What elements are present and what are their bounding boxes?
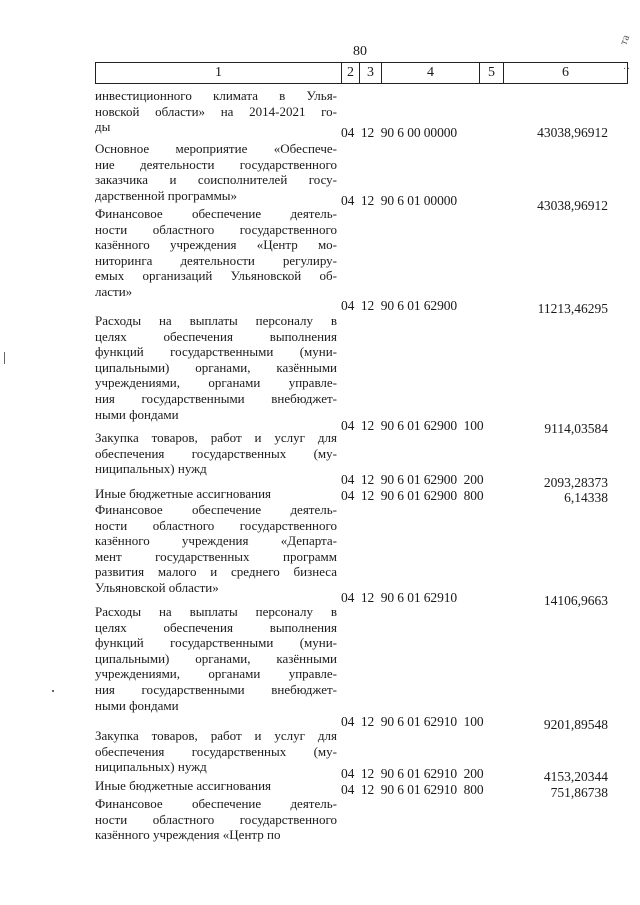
description-line: казённого учреждения «Центр мо- — [95, 237, 337, 253]
budget-classification-code: 04 12 90 6 01 62900 800 — [341, 488, 484, 503]
description-line: функций государственными (муни- — [95, 344, 337, 360]
amount-value: 43038,96912 — [537, 198, 608, 213]
description-line: ности областного государственного — [95, 811, 337, 827]
amount-value: 751,86738 — [550, 785, 608, 800]
description-line: Закупка товаров, работ и услуг для — [95, 430, 337, 445]
description-line: Иные бюджетные ассигнования — [95, 486, 272, 501]
description-line: ние деятельности государственного — [95, 156, 337, 172]
description-line: мент государственных программ — [95, 548, 337, 564]
row-description — [95, 796, 337, 843]
description-line: обеспечения государственных (му- — [95, 445, 337, 461]
description-line: ности областного государственного — [95, 221, 337, 237]
row-description — [95, 141, 337, 203]
description-line: ниторинга деятельности регулиру- — [95, 252, 337, 268]
amount-value: 6,14338 — [564, 490, 608, 505]
row-description — [95, 313, 337, 422]
amount-value: 2093,28373 — [543, 475, 608, 490]
description-line: Иные бюджетные ассигнования — [95, 778, 272, 793]
description-line: ды — [95, 119, 111, 135]
budget-classification-code: 04 12 90 6 01 62900 100 — [341, 418, 484, 433]
description-line: Основное мероприятие «Обеспече- — [95, 141, 337, 156]
scan-mark-left — [4, 352, 5, 364]
row-description — [95, 502, 337, 596]
margin-mark: та — [617, 33, 633, 47]
amount-value: 4153,20344 — [543, 769, 608, 784]
description-line: ния государственными внебюджет- — [95, 390, 337, 406]
row-description — [95, 778, 337, 794]
description-line: Ульяновской области» — [95, 579, 219, 595]
scan-speck — [52, 690, 54, 692]
page-number: 80 — [353, 44, 367, 59]
description-line: ципальными) органами, казёнными — [95, 650, 337, 666]
budget-classification-code: 04 12 90 6 01 62900 200 — [341, 472, 484, 487]
description-line: ными фондами — [95, 697, 179, 713]
budget-classification-code: 04 12 90 6 00 00000 — [341, 125, 458, 140]
row-description — [95, 430, 337, 477]
row-description — [95, 604, 337, 713]
budget-classification-code: 04 12 90 6 01 00000 — [341, 193, 458, 208]
column-header-4: 4 — [381, 63, 479, 83]
description-line: целях обеспечения выполнения — [95, 328, 337, 344]
description-line: ности областного государственного — [95, 517, 337, 533]
description-line: целях обеспечения выполнения — [95, 619, 337, 635]
budget-classification-code: 04 12 90 6 01 62900 — [341, 298, 458, 313]
table-header — [95, 62, 628, 84]
description-line: ласти» — [95, 283, 133, 299]
column-header-6: 6 — [503, 63, 627, 83]
description-line: инвестиционного климата в Улья- — [95, 88, 337, 103]
description-line: учреждениями, органами управле- — [95, 375, 337, 391]
scan-mark-dots: · · — [623, 64, 630, 75]
description-line: Финансовое обеспечение деятель- — [95, 796, 337, 811]
description-line: ниципальных) нужд — [95, 461, 207, 477]
row-description — [95, 486, 337, 502]
description-line: Закупка товаров, работ и услуг для — [95, 728, 337, 743]
description-line: Финансовое обеспечение деятель- — [95, 502, 337, 517]
description-line: заказчика и соисполнителей госу- — [95, 172, 337, 188]
description-line: Финансовое обеспечение деятель- — [95, 206, 337, 221]
description-line: казённого учреждения «Центр по — [95, 827, 281, 843]
amount-value: 9201,89548 — [543, 717, 608, 732]
column-header-5: 5 — [479, 63, 503, 83]
description-line: ными фондами — [95, 406, 179, 422]
column-header-3: 3 — [359, 63, 381, 83]
description-line: учреждениями, органами управле- — [95, 666, 337, 682]
row-description — [95, 88, 337, 135]
column-header-1: 1 — [215, 65, 222, 80]
description-line: Расходы на выплаты персоналу в — [95, 313, 337, 328]
row-description — [95, 206, 337, 300]
budget-classification-code: 04 12 90 6 01 62910 200 — [341, 766, 484, 781]
description-line: функций государственными (муни- — [95, 635, 337, 651]
description-line: казённого учреждения «Департа- — [95, 533, 337, 549]
row-description — [95, 728, 337, 775]
description-line: новской области» на 2014-2021 го- — [95, 103, 337, 119]
amount-value: 9114,03584 — [544, 421, 608, 436]
budget-classification-code: 04 12 90 6 01 62910 800 — [341, 782, 484, 797]
description-line: дарственной программы» — [95, 187, 238, 203]
column-header-2: 2 — [341, 63, 359, 83]
description-line: Расходы на выплаты персоналу в — [95, 604, 337, 619]
amount-value: 11213,46295 — [537, 301, 608, 316]
description-line: ниципальных) нужд — [95, 759, 207, 775]
amount-value: 43038,96912 — [537, 125, 608, 140]
description-line: ципальными) органами, казёнными — [95, 359, 337, 375]
description-line: обеспечения государственных (му- — [95, 743, 337, 759]
description-line: развития малого и среднего бизнеса — [95, 564, 337, 580]
description-line: емых организаций Ульяновской об- — [95, 268, 337, 284]
budget-classification-code: 04 12 90 6 01 62910 — [341, 590, 458, 605]
description-line: ния государственными внебюджет- — [95, 681, 337, 697]
budget-classification-code: 04 12 90 6 01 62910 100 — [341, 714, 484, 729]
amount-value: 14106,9663 — [543, 593, 608, 608]
